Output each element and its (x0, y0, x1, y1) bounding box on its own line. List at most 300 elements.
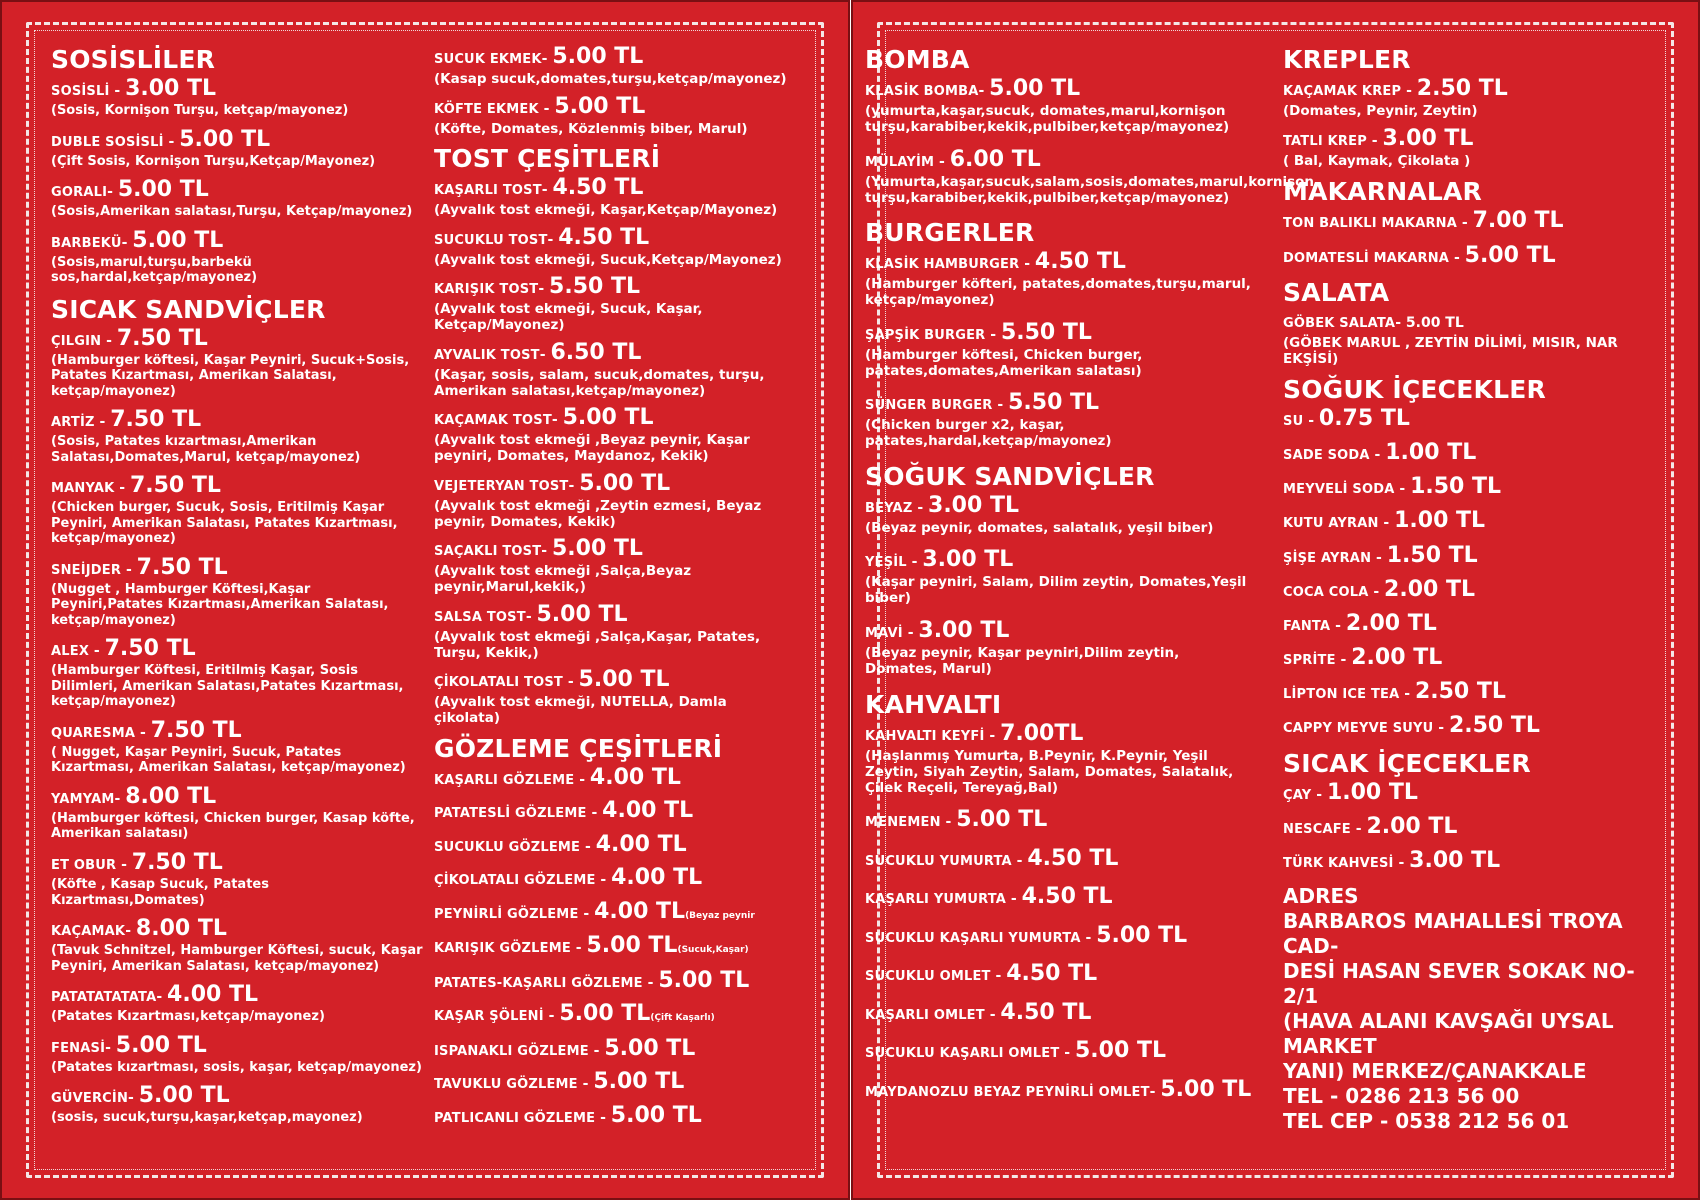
item-description: (Kaşar peyniri, Salam, Dilim zeytin, Domates,Yeşil biber) (865, 574, 1247, 607)
menu-item (434, 46, 794, 87)
item-separator: - (105, 1039, 116, 1056)
menu-item (1283, 242, 1663, 270)
menu-item-line (1283, 681, 1663, 706)
menu-item-line (865, 492, 1255, 520)
item-name: KLASİK HAMBURGER (865, 257, 1020, 273)
item-name: VEJETERYAN TOST (434, 478, 569, 494)
menu-item-line (434, 898, 794, 927)
menu-item (865, 845, 1255, 873)
menu-item-line (51, 1085, 426, 1110)
item-price: 5.00 TL (117, 177, 209, 203)
item-price: 5.00 TL (1405, 314, 1464, 331)
item-description: (Hamburger köftesi, Chicken burger, Kasap köfte, Amerikan salatası) (51, 810, 415, 842)
menu-item (434, 669, 794, 726)
menu-item-line (51, 984, 426, 1009)
menu-item (1283, 128, 1663, 169)
item-separator: - (1393, 854, 1410, 871)
menu-section (51, 296, 426, 1126)
item-price: 4.50 TL (1000, 999, 1092, 1025)
item-separator: - (1149, 1084, 1161, 1100)
item-name: ÇİKOLATALI GÖZLEME (434, 873, 596, 889)
item-price: 5.00 TL (610, 1102, 702, 1128)
item-price: 6.50 TL (550, 339, 642, 365)
item-separator: - (1311, 786, 1327, 803)
menu-section (865, 463, 1255, 677)
item-separator: - (135, 724, 151, 741)
menu-item-line (1283, 405, 1663, 433)
item-name: ALEX (51, 644, 90, 660)
item-name: ŞİŞE AYRAN (1283, 550, 1372, 566)
item-name: ÇAY (1283, 787, 1312, 803)
item-description: (Ayvalık tost ekmeği, NUTELLA, Damla çikolata) (434, 694, 727, 727)
menu-item (1283, 476, 1663, 501)
item-name: LİPTON ICE TEA (1283, 687, 1400, 703)
item-name: KARIŞIK GÖZLEME (434, 941, 571, 957)
item-name: ARTİZ (51, 415, 95, 431)
category-heading: KAHVALTI (865, 689, 1002, 719)
item-separator: - (1330, 617, 1346, 634)
item-name: COCA COLA (1283, 584, 1369, 600)
menu-item-line (434, 669, 794, 694)
menu-item (434, 470, 794, 530)
menu-column-2 (434, 46, 794, 1138)
menu-item-line (434, 967, 794, 995)
item-name: AYVALIK TOST (434, 347, 540, 363)
menu-item-line (865, 146, 1255, 174)
item-name: GÖBEK SALATA (1283, 315, 1396, 331)
menu-section (1283, 750, 1663, 875)
item-description: (Yumurta,kaşar,sucuk,salam,sosis,domates,marul,kornişon turşu,karabiber,kekik,pulbiber,ketçap/mayonez) (865, 173, 1315, 206)
menu-item (51, 475, 426, 547)
item-separator: - (121, 561, 137, 578)
item-separator: - (525, 608, 537, 625)
menu-item (434, 1003, 794, 1029)
item-separator: - (1369, 447, 1386, 464)
item-name: SOSİSLİ (51, 84, 110, 99)
item-description: (Chicken burger x2, kaşar, patates,hardal,ketçap/mayonez) (865, 417, 1112, 450)
item-name: SÜNGER BURGER (865, 398, 993, 414)
menu-item-line (51, 227, 426, 255)
item-name: SNEİJDER (51, 562, 122, 578)
item-description: (Domates, Peynir, Zeytin) (1283, 103, 1478, 119)
menu-item-line (51, 717, 426, 745)
category-heading: SOĞUK SANDVİÇLER (865, 461, 1155, 491)
item-price: 5.00 TL (593, 1069, 685, 1095)
item-price: 5.00 TL (1464, 242, 1556, 268)
item-separator: - (912, 499, 929, 516)
category-heading: TOST ÇEŞİTLERİ (434, 144, 661, 174)
item-price: 4.00 TL (594, 898, 686, 924)
item-separator: - (1401, 83, 1417, 99)
address-block (1283, 884, 1663, 1134)
menu-item (434, 538, 794, 595)
menu-section (1283, 178, 1663, 269)
item-separator: - (114, 790, 126, 807)
menu-item (51, 554, 426, 629)
menu-item (1283, 576, 1663, 604)
item-name: KLASİK BOMBA (865, 84, 979, 99)
item-separator: - (539, 346, 551, 363)
address-title: ADRES (1283, 884, 1359, 909)
menu-item-line (1283, 813, 1663, 841)
item-price: 4.50 TL (1027, 845, 1119, 871)
menu-item-line (865, 720, 1255, 748)
menu-item-line (434, 276, 794, 301)
menu-item (434, 407, 794, 464)
category-heading: SICAK SANDVİÇLER (51, 294, 326, 324)
item-separator: - (1011, 852, 1028, 869)
item-price: 7.50 TL (129, 473, 221, 499)
item-note: (Çift Kaşarlı) (650, 1013, 715, 1024)
item-name: MAYDANOZLU BEYAZ PEYNİRLİ OMLET (865, 1085, 1150, 1100)
item-separator: - (902, 624, 919, 641)
item-name: SU (1283, 413, 1304, 429)
item-description: (Beyaz peynir, domates, salatalık, yeşil biber) (865, 519, 1214, 536)
item-price: 4.00 TL (602, 798, 694, 824)
item-name: FANTA (1283, 618, 1331, 634)
item-description: (sosis, sucuk,turşu,kaşar,ketçap,mayonez) (51, 1110, 363, 1126)
menu-item-line (51, 554, 426, 582)
menu-section (865, 219, 1255, 449)
item-price: 7.00 TL (1472, 208, 1564, 234)
item-separator: - (990, 968, 1007, 985)
menu-item (434, 276, 794, 333)
menu-item-line (51, 638, 426, 663)
menu-item (51, 1032, 426, 1076)
item-name: BEYAZ (865, 500, 913, 516)
item-description: (Çift Sosis, Kornişon Turşu,Ketçap/Mayonez) (51, 153, 376, 169)
menu-item (434, 935, 794, 961)
menu-item (865, 1079, 1255, 1104)
menu-item-line (51, 409, 426, 434)
item-price: 2.50 TL (1414, 679, 1506, 705)
item-name: MÜLAYİM (865, 154, 935, 170)
item-name: TÜRK KAHVESİ (1283, 855, 1394, 871)
item-separator: - (580, 838, 596, 855)
item-price: 3.00 TL (1382, 126, 1474, 152)
item-description: (Ayvalık tost ekmeği ,Zeytin ezmesi, Beyaz peynir, Domates, Kekik) (434, 497, 762, 530)
item-name: PATATES-KAŞARLI GÖZLEME (434, 975, 643, 991)
item-price: 4.50 TL (1034, 249, 1126, 275)
item-description: (GÖBEK MARUL , ZEYTİN DİLİMİ, MISIR, NAR EKŞİSİ) (1283, 334, 1618, 367)
item-name: SUCUKLU KAŞARLI OMLET (865, 1046, 1060, 1062)
menu-item-line (1283, 476, 1663, 501)
item-price: 5.00 TL (578, 667, 670, 693)
item-name: GORALI (51, 185, 108, 201)
item-name: MANYAK (51, 481, 115, 497)
item-name: SADE SODA (1283, 448, 1370, 464)
item-price: 5.00 TL (658, 967, 750, 993)
item-price: 6.00 TL (949, 146, 1041, 172)
item-price: 5.00 TL (1096, 922, 1188, 948)
menu-item (1283, 542, 1663, 570)
item-name: SPRİTE (1283, 653, 1336, 669)
item-description: (Hamburger köftesi, Chicken burger, patates,domates,Amerikan salatası) (865, 346, 1143, 379)
menu-section (865, 691, 1255, 1105)
item-description: (Ayvalık tost ekmeği, Kaşar,Ketçap/Mayonez) (434, 202, 778, 219)
item-description: (Kasap sucuk,domates,turşu,ketçap/mayonez) (434, 71, 787, 87)
item-separator: - (156, 989, 168, 1006)
item-separator: - (1395, 314, 1406, 331)
menu-item (434, 898, 794, 927)
menu-item (51, 78, 426, 119)
item-name: KAŞARLI TOST (434, 183, 542, 199)
menu-item-line (51, 325, 426, 353)
item-separator: - (1303, 412, 1319, 429)
menu-item-line (1283, 242, 1663, 270)
item-name: KAÇAMAK KREP (1283, 84, 1402, 99)
item-description: (Ayvalık tost ekmeği, Sucuk, Kaşar, Ketçap/Mayonez) (434, 301, 703, 334)
item-price: 5.50 TL (1008, 390, 1100, 416)
menu-item-line (51, 475, 426, 500)
menu-item (434, 1035, 794, 1063)
item-description: (Kaşar, sosis, salam, sucuk,domates, turşu, Amerikan salatası,ketçap/mayonez) (434, 366, 765, 399)
item-separator: - (595, 1109, 611, 1126)
item-description: (Ayvalık tost ekmeği ,Salça,Kaşar, Patates, Turşu, Kekik,) (434, 628, 761, 661)
item-name: MEYVELİ SODA (1283, 482, 1395, 498)
item-price: 7.50 TL (110, 407, 202, 433)
menu-item-line (865, 392, 1255, 417)
item-name: SALSA TOST (434, 609, 526, 625)
menu-item (1283, 647, 1663, 672)
item-name: TAVUKLU GÖZLEME (434, 1077, 578, 1093)
menu-column-1 (51, 46, 426, 1136)
item-separator: - (547, 231, 559, 248)
item-separator: - (125, 923, 136, 940)
item-separator: - (114, 480, 130, 497)
item-price: 5.00 TL (559, 1001, 651, 1027)
item-separator: - (978, 83, 990, 99)
item-separator: - (541, 543, 552, 560)
item-price: 4.00 TL (595, 831, 687, 857)
menu-item (865, 809, 1255, 834)
menu-item (51, 918, 426, 974)
menu-item-line (434, 800, 794, 825)
item-name: DOMATESLİ MAKARNA (1283, 250, 1450, 266)
item-separator: - (109, 83, 126, 99)
item-name: DUBLE SOSİSLİ (51, 134, 164, 150)
item-price: 5.00 TL (579, 470, 671, 496)
item-description: (Hamburger Köftesi, Eritilmiş Kaşar, Sosis Dilimleri, Amerikan Salatası,Patates Kızartması, ketçap/mayonez) (51, 663, 404, 710)
item-price: 2.00 TL (1345, 610, 1437, 636)
item-name: KÖFTE EKMEK (434, 101, 539, 117)
item-separator: - (543, 1008, 560, 1025)
menu-item-line (1283, 78, 1663, 103)
category-heading: MAKARNALAR (1283, 177, 1482, 207)
menu-item (434, 1102, 794, 1130)
item-separator: - (89, 643, 105, 660)
menu-item-line (434, 1102, 794, 1130)
menu-section (865, 45, 1315, 206)
item-price: 5.00 TL (138, 1083, 230, 1109)
item-price: 5.00 TL (179, 126, 271, 152)
item-price: 5.00 TL (115, 1032, 207, 1058)
menu-item (1283, 847, 1663, 875)
item-price: 2.00 TL (1366, 813, 1458, 839)
item-name: SUCUKLU KAŞARLI YUMURTA (865, 930, 1081, 946)
item-separator: - (541, 51, 553, 67)
menu-section (434, 145, 794, 726)
item-separator: - (538, 100, 555, 117)
menu-column-4 (1283, 46, 1663, 1134)
menu-item (865, 886, 1255, 911)
item-price: 3.00 TL (1409, 847, 1501, 873)
menu-item-line (1283, 210, 1663, 235)
menu-item-line (434, 1071, 794, 1096)
item-name: QUARESMA (51, 725, 136, 741)
item-separator: - (121, 234, 133, 251)
item-separator: - (541, 182, 553, 199)
menu-section (1283, 279, 1663, 367)
item-name: FENASİ (51, 1040, 106, 1056)
item-separator: - (984, 1006, 1001, 1023)
item-separator: - (1366, 133, 1383, 150)
item-name: ISPANAKLI GÖZLEME (434, 1043, 589, 1059)
menu-item (865, 720, 1255, 796)
menu-item (434, 601, 794, 661)
item-price: 7.50 TL (136, 554, 228, 580)
item-price: 3.00 TL (928, 492, 1019, 518)
menu-item (865, 617, 1255, 677)
menu-item-line (51, 1032, 426, 1060)
address-line: YANI) MERKEZ/ÇANAKKALE (1283, 1059, 1587, 1084)
menu-item-line (51, 852, 426, 877)
menu-item (865, 963, 1255, 988)
item-description: (Patates kızartması, sosis, kaşar, ketçap/mayonez) (51, 1059, 422, 1075)
item-price: 2.50 TL (1416, 76, 1508, 101)
category-heading: BURGERLER (865, 218, 1035, 248)
menu-item (1283, 610, 1663, 638)
item-price: 1.00 TL (1326, 779, 1418, 805)
menu-item (434, 177, 794, 218)
item-name: GÜVERCİN (51, 1091, 129, 1107)
item-description: (Haşlanmış Yumurta, B.Peynir, K.Peynir, Yeşil Zeytin, Siyah Zeytin, Salam, Domates, Salatalık, Çilek Reçeli, Tereyağ,Bal) (865, 747, 1234, 796)
item-price: 1.50 TL (1410, 474, 1502, 500)
menu-item (434, 800, 794, 825)
menu-item (865, 492, 1255, 536)
item-separator: - (128, 1090, 139, 1107)
item-description: (Köfte, Domates, Közlenmiş biber, Marul) (434, 120, 748, 137)
menu-item (51, 984, 426, 1025)
menu-item-line (434, 764, 794, 792)
item-name: SUCUK EKMEK (434, 52, 542, 67)
item-price: 1.00 TL (1394, 508, 1486, 534)
menu-item-line (1283, 715, 1663, 740)
item-price: 5.00 TL (551, 536, 643, 562)
menu-section (434, 46, 794, 137)
item-price: 8.00 TL (125, 783, 217, 809)
item-separator: - (1350, 820, 1367, 837)
item-price: 7.50 TL (150, 717, 242, 743)
menu-item-line (865, 617, 1255, 645)
menu-item-line (51, 783, 426, 811)
item-price: 5.00 TL (989, 76, 1081, 101)
item-name: SUCUKLU TOST (434, 232, 548, 248)
item-name: MENEMEN (865, 815, 941, 831)
item-separator: - (578, 905, 595, 922)
item-name: BARBEKÜ (51, 235, 122, 251)
item-separator: - (1059, 1045, 1075, 1062)
menu-item-line (865, 922, 1255, 950)
category-heading: BOMBA (865, 45, 970, 74)
item-description: (Sosis, Kornişon Turşu, ketçap/mayonez) (51, 103, 349, 118)
item-price: 7.00TL (1000, 720, 1084, 746)
menu-item (51, 227, 426, 286)
item-separator: - (94, 414, 111, 431)
menu-item-line (1283, 647, 1663, 672)
menu-item-line (865, 886, 1255, 911)
item-separator: - (1368, 583, 1385, 600)
menu-item-line (434, 601, 794, 629)
menu-item-line (865, 319, 1255, 347)
item-name: KAŞARLI GÖZLEME (434, 772, 575, 788)
item-price: 7.50 TL (131, 850, 223, 876)
menu-item (865, 78, 1255, 135)
item-separator: - (1335, 652, 1352, 669)
menu-item (51, 126, 426, 170)
item-separator: - (107, 184, 118, 201)
item-separator: - (1371, 549, 1387, 566)
item-price: 5.00 TL (562, 405, 654, 431)
item-description: (Chicken burger, Sucuk, Sosis, Eritilmiş Kaşar Peyniri, Amerikan Salatası, Patates Kızartması, ketçap/mayonez) (51, 500, 398, 547)
menu-item (1283, 715, 1663, 740)
menu-item-line (865, 999, 1255, 1027)
item-separator: - (906, 554, 923, 571)
menu-item (51, 325, 426, 400)
menu-item (434, 831, 794, 859)
menu-section (1283, 376, 1663, 741)
address-line: DESİ HASAN SEVER SOKAK NO- 2/1 (1283, 959, 1635, 1009)
menu-section (1283, 46, 1663, 169)
menu-item (1283, 442, 1663, 467)
item-price: 7.50 TL (116, 325, 208, 351)
item-separator: - (1019, 256, 1035, 273)
item-description: (Ayvalık tost ekmeği, Sucuk,Ketçap/Mayonez) (434, 251, 782, 268)
menu-item (1283, 311, 1663, 367)
item-description: (Hamburger köftesi, Kaşar Peyniri, Sucuk+Sosis, Patates Kızartması, Amerikan Salatası, ketçap/mayonez) (51, 352, 410, 399)
item-price: 2.00 TL (1351, 645, 1443, 671)
menu-item-line (434, 407, 794, 432)
item-separator: - (595, 872, 612, 889)
item-description: (Sosis,Amerikan salatası,Turşu, Ketçap/mayonez) (51, 204, 413, 220)
menu-item-line (1283, 779, 1663, 807)
menu-item (865, 319, 1255, 379)
item-separator: - (1399, 686, 1415, 703)
menu-item-line (865, 963, 1255, 988)
item-price: 5.00 TL (132, 227, 224, 253)
item-price: 4.00 TL (167, 982, 259, 1008)
item-separator: - (586, 805, 603, 822)
menu-item-line (434, 177, 794, 202)
item-separator: - (1006, 891, 1022, 908)
item-separator: - (163, 133, 180, 150)
item-price: 5.00 TL (1160, 1077, 1252, 1102)
item-price: 5.00 TL (554, 93, 646, 119)
item-name: YEŞİL (865, 555, 907, 571)
item-price: 5.00 TL (956, 807, 1048, 833)
item-name: KAHVALTI KEYFİ (865, 728, 985, 744)
item-separator: - (934, 153, 950, 170)
item-separator: - (642, 974, 659, 991)
item-name: MAVİ (865, 625, 903, 641)
menu-item (1283, 681, 1663, 706)
item-separator: - (992, 397, 1009, 414)
item-price: 4.50 TL (552, 175, 644, 201)
item-price: 2.00 TL (1384, 576, 1475, 602)
item-name: SAÇAKLI TOST (434, 544, 542, 560)
address-line: TEL CEP - 0538 212 56 01 (1283, 1109, 1570, 1134)
item-price: 0.75 TL (1318, 405, 1410, 431)
